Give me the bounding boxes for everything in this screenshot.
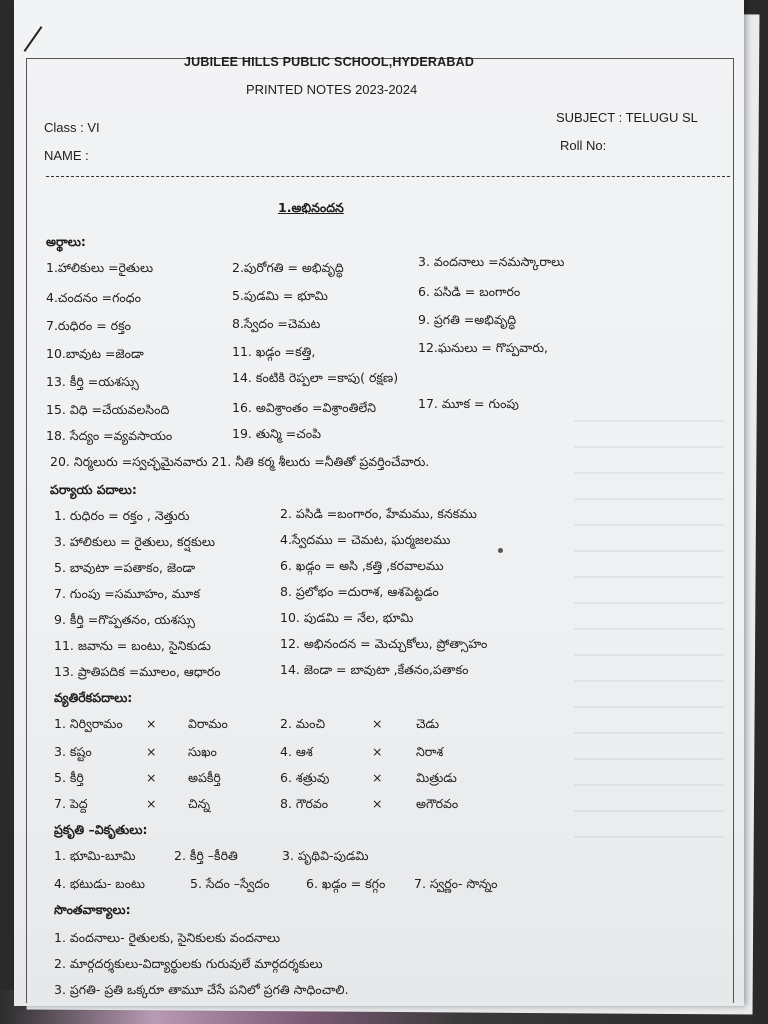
meaning-item: 10.బావుట =జెండా [46, 346, 144, 361]
synonym-item: 1. రుధిరం = రక్తం , నెత్తురు [54, 508, 190, 523]
antonym-opposite: చిన్న [188, 796, 211, 811]
antonym-opposite: చెడు [416, 716, 440, 731]
synonym-item: 6. ఖడ్గం = అసి ,కత్తి ,కరవాలము [280, 558, 444, 573]
synonym-item: 13. ప్రాతిపదిక =మూలం, ఆధారం [54, 664, 221, 679]
lesson-title: 1.అభినందన [278, 200, 344, 215]
synonym-item: 7. గుంపు =సమూహం, మూక [54, 586, 200, 601]
antonym-word: 6. శత్రువు [280, 770, 330, 785]
subject-label: SUBJECT : TELUGU SL [556, 110, 698, 125]
synonym-item: 11. జవాను = బంటు, సైనికుడు [54, 638, 211, 653]
antonym-cross: × [146, 770, 157, 785]
meaning-item: 4.చందనం =గంధం [46, 290, 141, 305]
roll-label: Roll No: [560, 138, 607, 153]
synonyms-heading: పర్యాయ పదాలు: [50, 482, 137, 497]
synonym-item: 5. బావుటా =పతాకం, జెండా [54, 560, 196, 575]
meaning-item: 1.హాలికులు =రైతులు [46, 260, 154, 275]
antonym-cross: × [146, 796, 157, 811]
antonym-opposite: విరామం [188, 716, 228, 731]
antonym-cross: × [146, 716, 157, 731]
antonym-opposite: మిత్రుడు [416, 770, 457, 785]
meaning-item: 9. ప్రగతి =అభివృద్ధి [418, 312, 517, 327]
prakruti-heading: ప్రకృతి –వికృతులు: [54, 822, 148, 837]
antonym-cross: × [146, 744, 157, 759]
antonym-word: 1. నిర్విరామం [54, 716, 123, 731]
prakruti-item: 4. భటుడు- బంటు [54, 876, 145, 891]
synonym-item: 10. పుడమి = నేల, భూమి [280, 610, 414, 625]
prakruti-item: 5. సేదం –స్వేదం [190, 876, 270, 891]
synonym-item: 4.స్వేదము = చెమట, ఘర్మజలము [280, 532, 451, 547]
meaning-item: 11. ఖడ్గం =కత్తి, [232, 344, 316, 359]
prakruti-item: 1. భూమి-బూమి [54, 848, 136, 863]
antonym-word: 4. ఆశ [280, 744, 313, 759]
sentences-heading: సొంతవాక్యాలు: [54, 902, 131, 917]
meaning-item: 19. తున్మి =చంపి [232, 426, 321, 441]
antonyms-heading: వ్యతిరేకపదాలు: [54, 690, 133, 705]
meaning-item: 12.ఘనులు = గొప్పవారు, [418, 340, 548, 355]
meaning-item: 17. మూక = గుంపు [418, 396, 519, 411]
meaning-item: 2.పురోగతి = అభివృద్ధి [232, 260, 344, 275]
ink-dot [498, 548, 503, 553]
meaning-item: 6. పసిడి = బంగారం [418, 284, 521, 299]
synonym-item: 9. కీర్తి =గొప్పతనం, యశస్సు [54, 612, 196, 627]
antonym-word: 2. మంచి [280, 716, 326, 731]
prakruti-item: 7. స్వర్ణం- సొన్నం [414, 876, 498, 891]
meaning-item: 7.రుధిరం = రక్తం [46, 318, 131, 333]
meaning-item: 8.స్వేదం =చెమట [232, 316, 321, 331]
meanings-heading: అర్థాలు: [46, 234, 86, 249]
synonym-item: 12. అభినందన = మెచ్చుకోలు, ప్రోత్సాహం [280, 636, 488, 651]
meaning-item: 14. కంటికి రెప్పలా =కాపు( రక్షణ) [232, 370, 399, 385]
meaning-item: 3. వందనాలు =నమస్కారాలు [418, 254, 565, 269]
antonym-cross: × [372, 716, 383, 731]
meaning-item: 18. సేద్యం =వ్యవసాయం [46, 428, 173, 443]
antonym-cross: × [372, 770, 383, 785]
dashed-divider [46, 176, 730, 177]
sentence-item: 1. వందనాలు- రైతులకు, సైనికులకు వందనాలు [54, 930, 281, 945]
antonym-opposite: సుఖం [188, 744, 217, 759]
antonym-word: 5. కీర్తి [54, 770, 84, 785]
school-name: JUBILEE HILLS PUBLIC SCHOOL,HYDERABAD [184, 55, 475, 69]
antonym-word: 8. గౌరవం [280, 796, 329, 811]
antonym-word: 3. కష్టం [54, 744, 92, 759]
prakruti-item: 2. కీర్తి –కీరితి [174, 848, 238, 863]
meaning-item: 13. కీర్తి =యశస్సు [46, 374, 139, 389]
antonym-cross: × [372, 796, 383, 811]
prakruti-item: 6. ఖడ్గం = కగ్గం [306, 876, 386, 891]
sentence-item: 3. ప్రగతి- ప్రతి ఒక్కరూ తామూ చేసే పనిలో ప్రగతి సాధించాలి. [54, 982, 349, 997]
sentence-item: 2. మార్గదర్శకులు-విద్యార్థులకు గురువులే మార్గదర్శకులు [54, 956, 323, 971]
synonym-item: 14. జెండా = బావుటా ,కేతనం,పతాకం [280, 662, 469, 677]
name-label: NAME : [44, 148, 89, 163]
synonym-item: 2. పసిడి =బంగారం, హేమము, కనకము [280, 506, 477, 521]
meaning-item: 20. నిర్మలురు =స్వచ్ఛమైనవారు 21. నీతి కర్మ శీలురు =నీతితో ప్రవర్తించేవారు. [50, 454, 430, 469]
antonym-cross: × [372, 744, 383, 759]
class-label: Class : VI [44, 120, 100, 135]
meaning-item: 5.పుడమి = భూమి [232, 288, 328, 303]
meaning-item: 15. విధి =చేయవలసింది [46, 402, 170, 417]
synonym-item: 3. హాలికులు = రైతులు, కర్షకులు [54, 534, 216, 549]
prakruti-item: 3. పృథివి-పుడమి [282, 848, 369, 863]
notes-title: PRINTED NOTES 2023-2024 [246, 82, 418, 97]
meaning-item: 16. అవిశ్రాంతం =విశ్రాంతిలేని [232, 400, 376, 415]
pen-mark [24, 26, 43, 52]
show-through-text [574, 420, 724, 840]
notes-sheet [14, 0, 744, 1006]
antonym-opposite: అగౌరవం [416, 796, 459, 811]
antonym-opposite: అపకీర్తి [188, 770, 221, 785]
antonym-opposite: నిరాశ [416, 744, 444, 759]
synonym-item: 8. ప్రలోభం =దురాశ, ఆశపెట్టడం [280, 584, 439, 599]
antonym-word: 7. పెద్ద [54, 796, 88, 811]
